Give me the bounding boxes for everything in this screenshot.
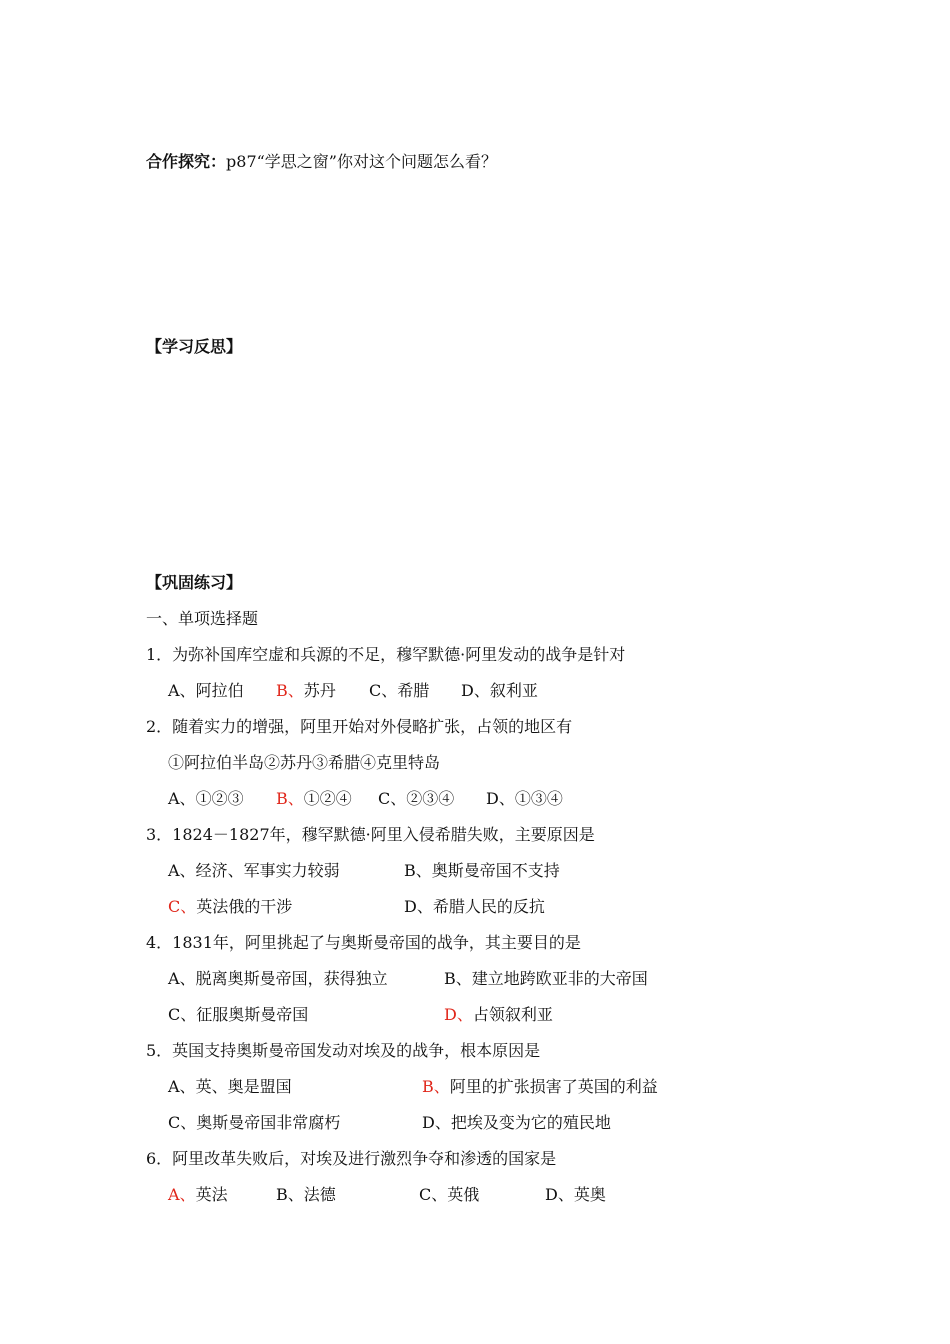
option: A、脱离奥斯曼帝国，获得独立 (168, 969, 388, 988)
option-answer: A、英法 (168, 1185, 228, 1204)
reflection-heading: 【学习反思】 (146, 337, 243, 356)
explore-line (146, 152, 497, 172)
practice-heading: 【巩固练习】 (146, 573, 243, 592)
option: D、①③④ (486, 789, 563, 808)
option: A、阿拉伯 (168, 681, 244, 700)
question-stem: 5．英国支持奥斯曼帝国发动对埃及的战争，根本原因是 (146, 1041, 541, 1060)
option: C、征服奥斯曼帝国 (168, 1005, 309, 1024)
option: C、英俄 (419, 1185, 480, 1204)
section-title: 一、单项选择题 (146, 609, 259, 628)
option: A、英、奥是盟国 (168, 1077, 292, 1096)
option: D、叙利亚 (461, 681, 538, 700)
option: A、①②③ (168, 789, 244, 808)
question-stem: 4．1831年，阿里挑起了与奥斯曼帝国的战争，其主要目的是 (146, 933, 581, 952)
option: D、希腊人民的反抗 (404, 897, 545, 916)
option-answer: B、①②④ (276, 789, 352, 808)
explore-label: 合作探究： (146, 152, 227, 171)
option: C、奥斯曼帝国非常腐朽 (168, 1113, 341, 1132)
option: C、希腊 (369, 681, 430, 700)
option: B、奥斯曼帝国不支持 (404, 861, 560, 880)
option: A、经济、军事实力较弱 (168, 861, 340, 880)
option: D、把埃及变为它的殖民地 (422, 1113, 611, 1132)
question-sub: ①阿拉伯半岛②苏丹③希腊④克里特岛 (168, 753, 441, 772)
explore-text: p87“学思之窗”你对这个问题怎么看？ (226, 152, 497, 171)
option-answer: D、占领叙利亚 (444, 1005, 553, 1024)
option: B、法德 (276, 1185, 336, 1204)
option: B、建立地跨欧亚非的大帝国 (444, 969, 648, 988)
option: D、英奥 (545, 1185, 606, 1204)
option-answer: C、英法俄的干涉 (168, 897, 293, 916)
question-stem: 2．随着实力的增强，阿里开始对外侵略扩张，占领的地区有 (146, 717, 573, 736)
question-stem: 6．阿里改革失败后，对埃及进行激烈争夺和渗透的国家是 (146, 1149, 557, 1168)
question-stem: 3．1824－1827年，穆罕默德·阿里入侵希腊失败，主要原因是 (146, 825, 595, 844)
option-answer: B、苏丹 (276, 681, 336, 700)
option: C、②③④ (378, 789, 455, 808)
question-stem: 1．为弥补国库空虚和兵源的不足，穆罕默德·阿里发动的战争是针对 (146, 645, 626, 664)
option-answer: B、阿里的扩张损害了英国的利益 (422, 1077, 658, 1096)
